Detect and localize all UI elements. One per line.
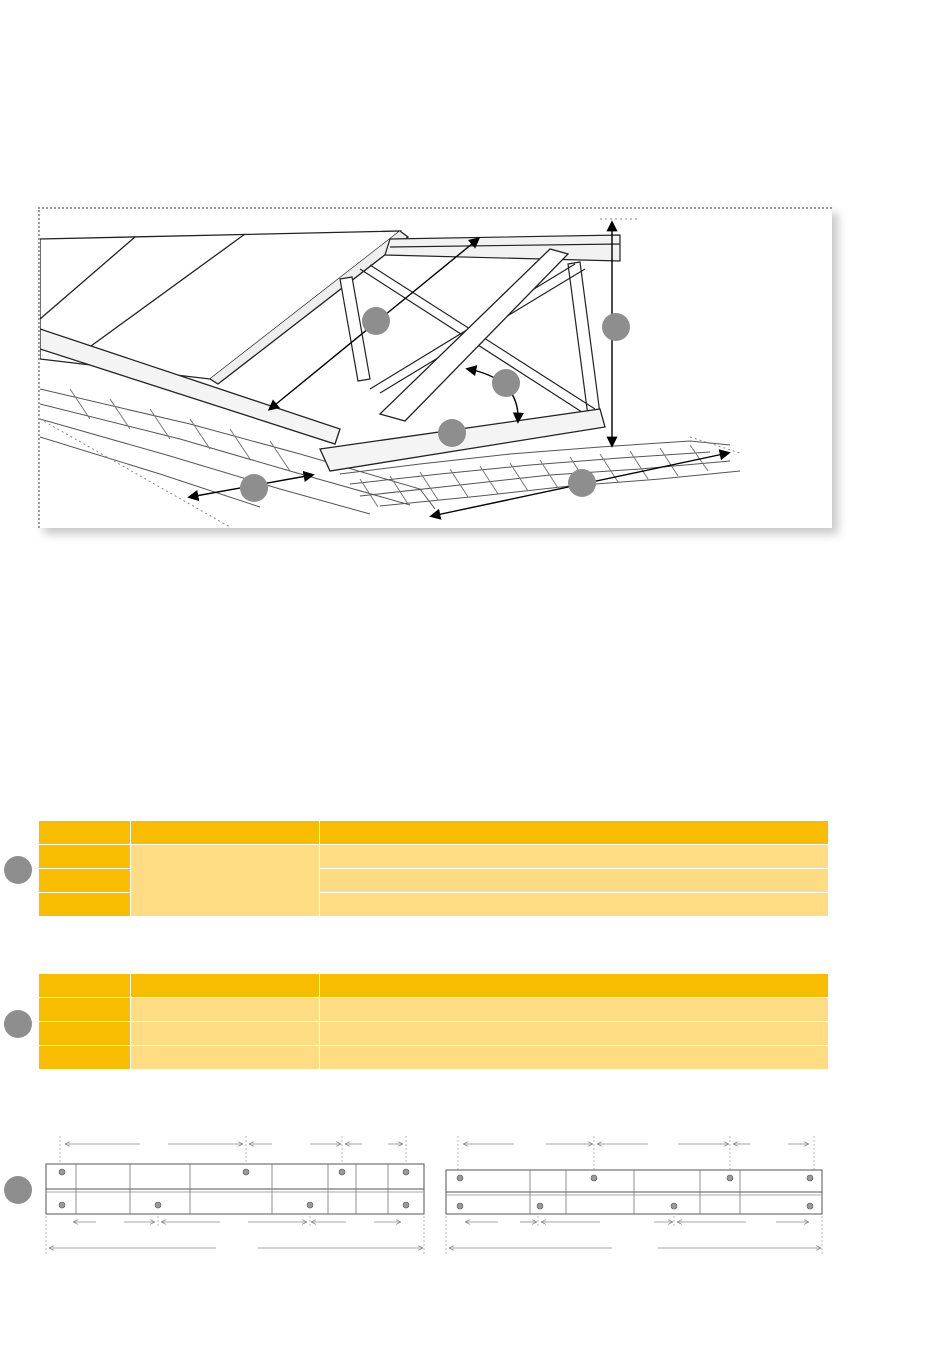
header-cell <box>131 974 320 998</box>
callout-e <box>240 474 268 502</box>
header-cell <box>320 821 829 845</box>
mounting-frame-illustration <box>38 207 832 528</box>
row-value <box>320 998 829 1022</box>
header-cell <box>131 821 320 845</box>
merged-cell <box>131 845 320 917</box>
rail-diagram-badge <box>4 1176 32 1204</box>
table-row <box>39 1022 829 1046</box>
callout-f <box>568 469 596 497</box>
mounting-frame-drawing <box>40 209 832 528</box>
callout-b <box>602 313 630 341</box>
row-value <box>320 845 829 869</box>
row-value <box>320 1022 829 1046</box>
row-value <box>320 893 829 917</box>
header-cell <box>320 974 829 998</box>
top-rail <box>385 235 620 261</box>
row-key <box>39 1046 131 1070</box>
table2-badge <box>4 1010 32 1038</box>
spec-table-2 <box>38 973 829 1070</box>
callout-c <box>492 369 520 397</box>
rail-diagram-left <box>46 1136 424 1256</box>
row-key <box>39 845 131 869</box>
header-cell <box>39 821 131 845</box>
row-key <box>39 869 131 893</box>
table-header-row <box>39 974 829 998</box>
rail-diagram-right <box>446 1136 822 1256</box>
table1-badge <box>4 856 32 884</box>
rail-layout-diagrams <box>40 1132 840 1258</box>
header-cell <box>39 974 131 998</box>
table-row <box>39 845 829 869</box>
row-key <box>39 1022 131 1046</box>
row-value <box>320 869 829 893</box>
spec-table-1 <box>38 820 829 917</box>
row-value <box>131 998 320 1022</box>
table-row <box>39 998 829 1022</box>
row-value <box>320 1046 829 1070</box>
callout-a <box>362 307 390 335</box>
row-key <box>39 893 131 917</box>
table-header-row <box>39 821 829 845</box>
inclined-frame <box>380 249 568 421</box>
row-value <box>131 1022 320 1046</box>
table-row <box>39 1046 829 1070</box>
callout-d <box>438 419 466 447</box>
row-value <box>131 1046 320 1070</box>
row-key <box>39 998 131 1022</box>
